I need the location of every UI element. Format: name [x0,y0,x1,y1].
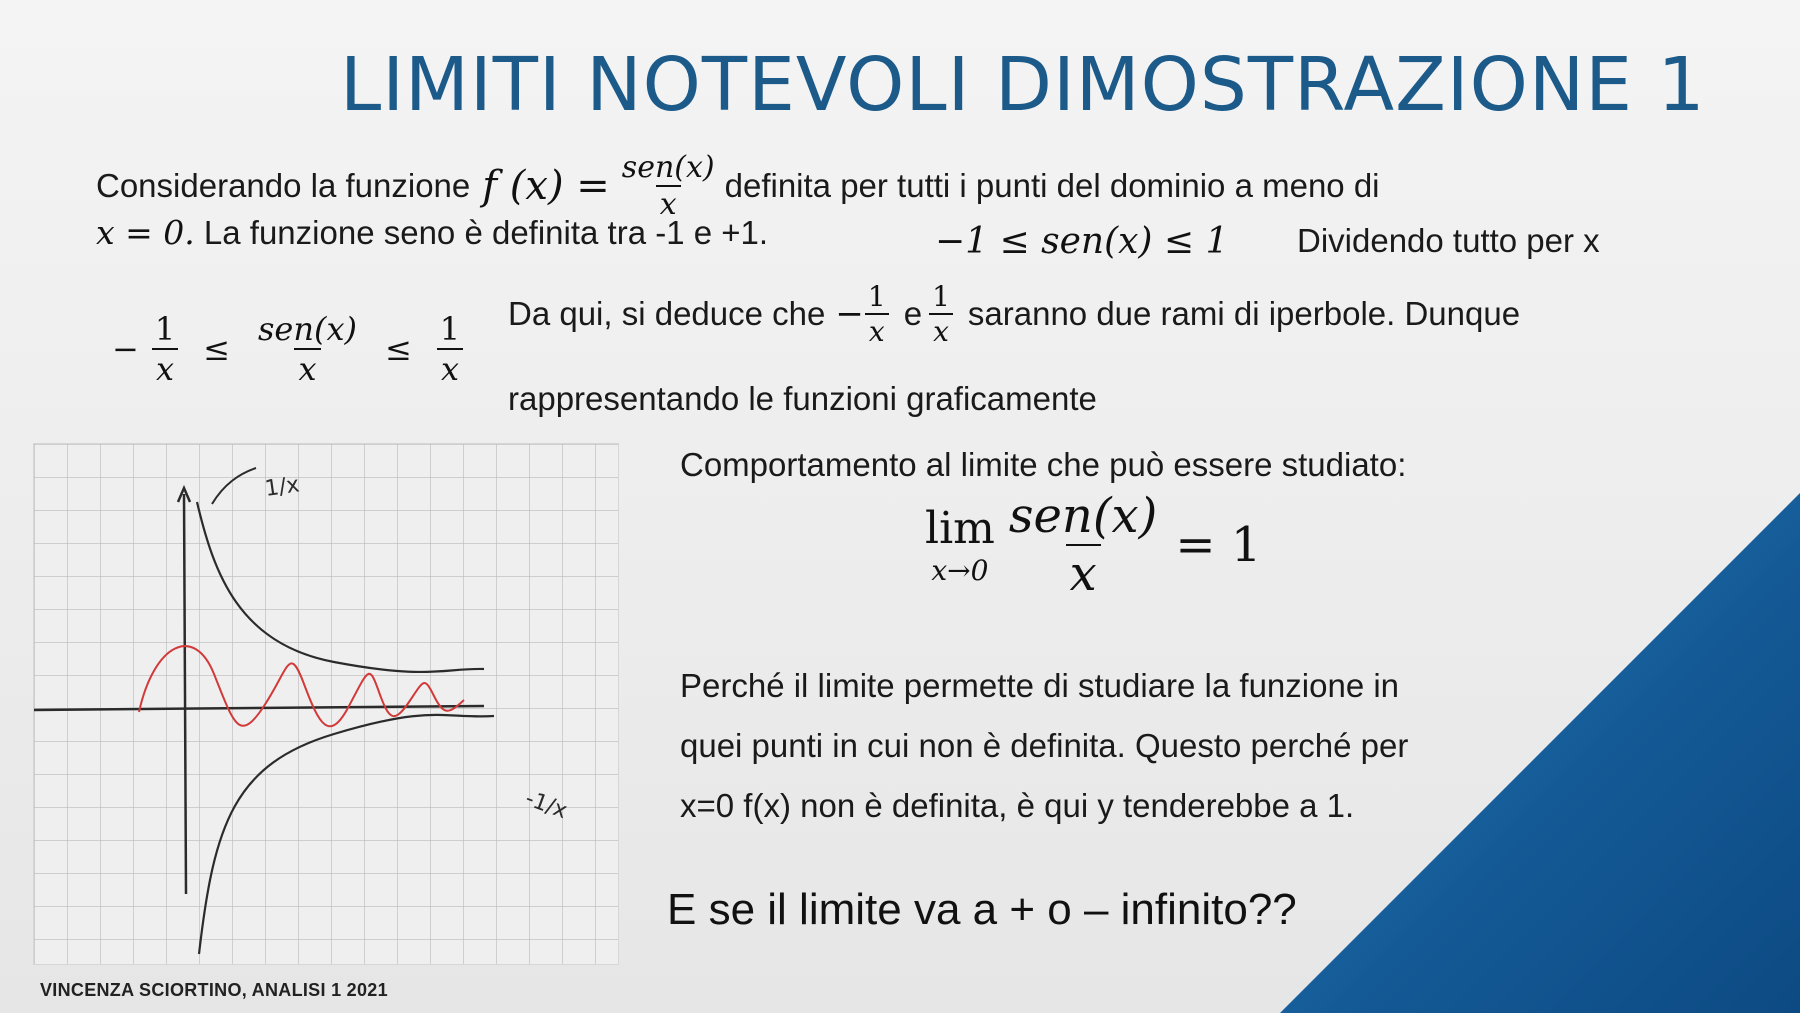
explanation-line-3: x=0 f(x) non è definita, è qui y tenderebbe a 1. [680,787,1355,824]
intro-fraction [618,150,719,222]
intro-line-2 [96,213,768,252]
deduce-line [508,280,1520,348]
le-sign: ≤ [384,330,412,368]
paper-grid [34,444,618,964]
deduce-one-over-x [928,280,954,348]
closing-question: E se il limite va a + o – infinito?? [667,885,1297,934]
deduce-neg-one-over-x [864,280,890,348]
explanation [680,656,1408,836]
intro-suffix: definita per tutti i punti del dominio a meno di [724,167,1380,204]
limit-formula [925,488,1261,602]
frac-num: sen(x) [257,310,357,348]
limit-den: x [1066,544,1101,602]
explanation-line-2: quei punti in cui non è definita. Questo perché per [680,727,1409,764]
label-one-over-x: 1/x [263,472,301,502]
intro-prefix: Considerando la funzione [96,167,471,204]
frac-den: x [294,348,320,388]
minus-sign: − [112,330,139,368]
footer-credit: VINCENZA SCIORTINO, ANALISI 1 2021 [40,980,388,1000]
dividing-text: Dividendo tutto per x [1297,222,1600,259]
frac-den: x [865,313,889,348]
explanation-line-1: Perché il limite permette di studiare la funzione in [680,667,1400,704]
limit-fraction [1005,488,1161,602]
frac-num: 1 [154,310,176,348]
senx-over-x [254,310,361,388]
one-over-x [436,310,464,388]
slide-title: LIMITI NOTEVOLI DIMOSTRAZIONE 1 [340,42,1706,128]
x-equals-zero: x = 0. [96,213,195,252]
frac-den: x [929,313,953,348]
limit-num: sen(x) [1008,488,1158,544]
frac-num: 1 [867,280,886,313]
intro-line [96,150,1380,222]
graph-svg [34,444,618,964]
deduce-prefix: Da qui, si deduce che [508,295,826,332]
intro-frac-den: x [656,185,681,222]
frac-den: x [437,348,463,388]
deduce-suffix: saranno due rami di iperbole. Dunque [967,295,1521,332]
intro-fx: f (x) = [482,163,610,209]
behaviour-text: Comportamento al limite che può essere studiato: [680,446,1407,483]
label-neg-one-over-x: -1/x [521,786,571,825]
sine-range-text: La funzione seno è definita tra -1 e +1. [203,214,769,251]
sine-inequality: −1 ≤ sen(x) ≤ 1 [935,221,1229,262]
lim-subscript: x→0 [931,554,989,587]
deduce-minus: − [835,294,864,334]
lim-operator [925,503,995,587]
frac-num: 1 [932,280,950,313]
deduce-e: e [903,295,923,332]
hand-drawn-graph [33,443,619,965]
neg-one-over-x [151,310,179,388]
frac-num: 1 [439,310,461,348]
lim-word: lim [925,503,995,554]
le-sign: ≤ [203,330,230,368]
frac-den: x [152,348,178,388]
represent-text: rappresentando le funzioni graficamente [508,380,1097,417]
intro-frac-num: sen(x) [621,150,715,185]
divided-inequality [112,310,464,388]
limit-rhs: = 1 [1175,517,1262,573]
